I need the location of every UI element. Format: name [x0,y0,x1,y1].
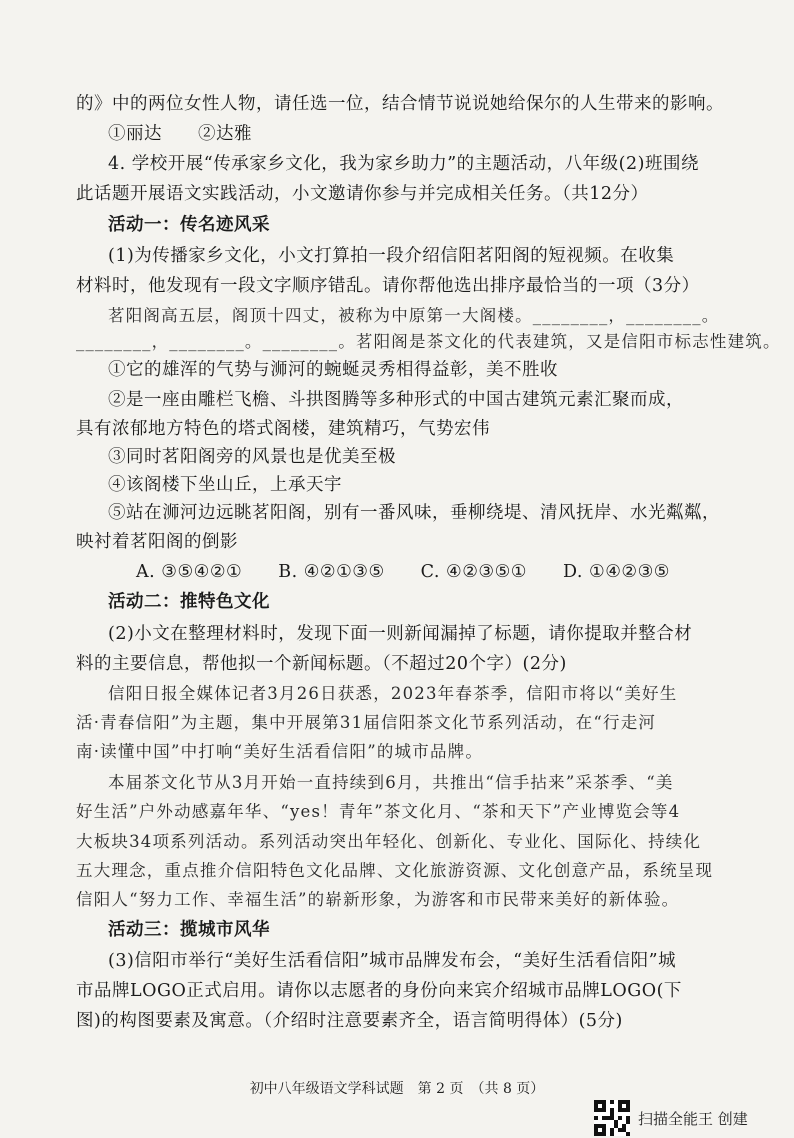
qr-code-icon [594,1100,630,1136]
answer-choices: A. ③⑤④②① B. ④②①③⑤ C. ④②③⑤① D. ①④②③⑤ [136,562,670,582]
text-line: (2)小文在整理材料时，发现下面一则新闻漏掉了标题，请你提取并整合材 [108,624,693,644]
passage-line: ________，________。________。茗阳阁是茶文化的代表建筑，又是信阳市标志性建筑。 [76,332,781,351]
passage-line: 茗阳阁高五层，阁顶十四丈，被称为中原第一大阁楼。________，________。 [108,306,720,325]
news-line: 南·读懂中国”中打响“美好生活看信阳”的城市品牌。 [76,742,484,761]
page-footer: 初中八年级语文学科试题 第 2 页 （共 8 页） [249,1081,545,1097]
camscanner-watermark [594,1098,748,1138]
sentence-5-cont: 映衬着茗阳阁的倒影 [76,532,238,552]
news-line: 大板块34项系列活动。系列活动突出年轻化、创新化、专业化、国际化、持续化 [76,832,702,851]
activity-1-heading: 活动一：传名迹风采 [108,215,270,235]
news-line: 活·青春信阳”为主题，集中开展第31届信阳茶文化节系列活动，在“行走河 [76,713,657,732]
question-4-heading: 4. 学校开展“传承家乡文化，我为家乡助力”的主题活动，八年级(2)班围绕 [108,154,699,174]
text-line: 的》中的两位女性人物，请任选一位，结合情节说说她给保尔的人生带来的影响。 [76,94,724,114]
text-line: 材料时，他发现有一段文字顺序错乱。请你帮他选出排序最恰当的一项（3分） [76,276,700,296]
activity-2-heading: 活动二：推特色文化 [108,592,270,612]
text-line: 此话题开展语文实践活动，小文邀请你参与并完成相关任务。（共12分） [76,184,649,204]
text-line: (1)为传播家乡文化，小文打算拍一段介绍信阳茗阳阁的短视频。在收集 [108,246,675,266]
text-line: 市品牌LOGO正式启用。请你以志愿者的身份向来宾介绍城市品牌LOGO(下 [76,981,682,1001]
text-line: 料的主要信息，帮他拟一个新闻标题。（不超过20个字）(2分) [76,654,567,674]
sentence-5: ⑤站在浉河边远眺茗阳阁，别有一番风味，垂柳绕堤、清风抚岸、水光粼粼， [108,503,720,523]
news-line: 好生活”户外动感嘉年华、“yes！青年”茶文化月、“茶和天下”产业博览会等4 [76,802,681,821]
news-line: 信阳人“努力工作、幸福生活”的崭新形象，为游客和市民带来美好的新体验。 [76,890,680,909]
news-line: 本届茶文化节从3月开始一直持续到6月，共推出“信手拈来”采茶季、“美 [108,773,674,792]
sentence-4: ④该阁楼下坐山丘，上承天宇 [108,475,342,495]
sentence-2: ②是一座由雕栏飞檐、斗拱图腾等多种形式的中国古建筑元素汇聚而成， [108,390,684,410]
news-line: 五大理念，重点推介信阳特色文化品牌、文化旅游资源、文化创意产品，系统呈现 [76,861,714,880]
news-line: 信阳日报全媒体记者3月26日获悉，2023年春茶季，信阳市将以“美好生 [108,684,678,703]
sentence-1: ①它的雄浑的气势与浉河的蜿蜒灵秀相得益彰，美不胜收 [108,360,558,380]
camscanner-label: 扫描全能王 创建 [638,1109,748,1128]
option-line: ①丽达 ②达雅 [108,124,252,144]
text-line: 图)的构图要素及寓意。（介绍时注意要素齐全，语言简明得体）(5分) [76,1011,623,1031]
text-line: (3)信阳市举行“美好生活看信阳”城市品牌发布会，“美好生活看信阳”城 [108,951,677,971]
sentence-2-cont: 具有浓郁地方特色的塔式阁楼，建筑精巧，气势宏伟 [76,419,490,439]
activity-3-heading: 活动三：揽城市风华 [108,920,270,940]
sentence-3: ③同时茗阳阁旁的风景也是优美至极 [108,447,396,467]
